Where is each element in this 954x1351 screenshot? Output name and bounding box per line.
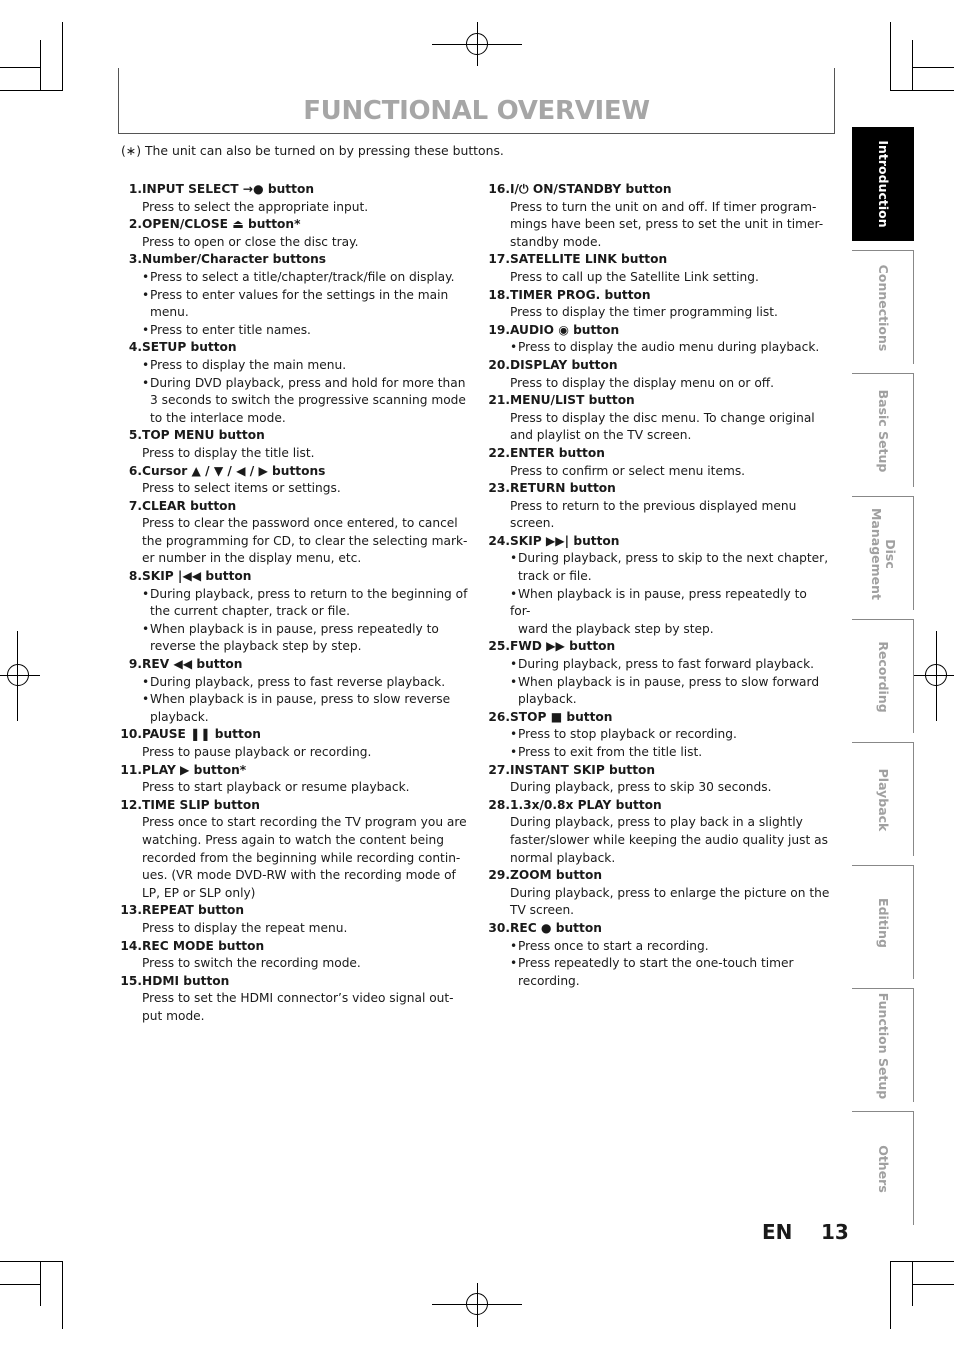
bullet-text: Press to display the audio menu during playback.: [518, 340, 820, 355]
crop-mark: [890, 1261, 891, 1329]
tab-edge: [913, 743, 914, 856]
item-number: 30.: [488, 920, 510, 935]
list-item: [118, 427, 468, 462]
crop-mark: [62, 1261, 63, 1329]
language-label: EN: [762, 1220, 793, 1244]
item-title: OPEN/CLOSE ⏏ button*: [142, 217, 301, 232]
item-description: normal playback.: [510, 850, 616, 865]
item-description: watching. Press again to watch the content being: [142, 832, 444, 847]
tab-label: Basic Setup: [876, 389, 891, 472]
list-item: [486, 181, 831, 251]
bullet-line: [118, 674, 468, 692]
bullet-text: During DVD playback, press and hold for more than: [150, 375, 466, 390]
crop-mark: [912, 67, 954, 68]
crop-mark: [0, 1284, 40, 1285]
item-description: mings have been set, press to set the unit in timer-: [510, 217, 824, 232]
list-item: [118, 656, 468, 726]
bullet-text: When playback is in pause, press repeatedly to for-: [510, 586, 807, 619]
item-title: INSTANT SKIP button: [510, 762, 656, 777]
list-item: [486, 357, 831, 392]
item-number: 1.: [128, 182, 142, 196]
item-title: REC MODE button: [142, 938, 265, 953]
tab-introduction[interactable]: [852, 127, 914, 241]
item-number: 7.: [128, 498, 142, 513]
item-description: put mode.: [142, 1008, 205, 1023]
item-description: Press to switch the recording mode.: [142, 956, 361, 971]
item-number: 27.: [488, 762, 510, 777]
bullet-line: [118, 269, 468, 287]
item-number: 29.: [488, 868, 510, 883]
bullet-line: [486, 656, 831, 674]
list-item: [118, 568, 468, 656]
crop-mark: [890, 22, 891, 90]
list-item: [486, 287, 831, 322]
bullet-line: [486, 621, 831, 639]
item-description: ues. (VR mode DVD-RW with the recording mode of: [142, 868, 456, 883]
bullet-text: 3 seconds to switch the progressive scanning mode: [150, 393, 466, 408]
list-item: [118, 339, 468, 427]
left-column: [118, 181, 468, 1026]
item-heading: [118, 797, 468, 815]
crop-mark: [912, 40, 913, 90]
bullet-mark: •: [142, 621, 150, 636]
item-heading: [486, 797, 831, 815]
item-number: 10.: [120, 727, 142, 742]
item-title: STOP ■ button: [510, 709, 613, 724]
bullet-text: ward the playback step by step.: [518, 621, 714, 636]
bullet-line: [486, 726, 831, 744]
item-title: ZOOM button: [510, 868, 603, 883]
bullet-mark: •: [142, 322, 150, 337]
bullet-mark: •: [142, 674, 150, 689]
bullet-text: playback.: [518, 692, 577, 707]
item-description: Press to pause playback or recording.: [142, 745, 372, 759]
item-heading: [486, 181, 831, 199]
registration-mark: [17, 631, 18, 721]
item-number: 24.: [488, 533, 510, 548]
bullet-line: [486, 938, 831, 956]
item-description: Press to display the repeat menu.: [142, 920, 348, 935]
bullet-line: [118, 709, 468, 727]
bullet-line: [486, 955, 831, 973]
item-number: 20.: [488, 357, 510, 372]
item-description: faster/slower while keeping the audio quality just as: [510, 832, 828, 847]
item-heading: [118, 427, 468, 445]
item-title: HDMI button: [142, 973, 230, 988]
item-description: Press to return to the previous displayed menu: [510, 498, 797, 513]
list-item: [118, 726, 468, 761]
list-item: [118, 463, 468, 498]
list-item: [118, 251, 468, 339]
footnote-note: (∗) The unit can also be turned on by pressing these buttons.: [121, 143, 504, 158]
item-heading: [486, 867, 831, 885]
item-heading: [486, 480, 831, 498]
item-number: 3.: [128, 252, 142, 267]
item-number: 6.: [128, 463, 142, 478]
registration-mark: [477, 1283, 478, 1327]
item-title: PLAY ▶ button*: [142, 762, 247, 777]
bullet-text: playback.: [150, 709, 209, 724]
bullet-mark: •: [510, 938, 518, 953]
item-description: the programming for CD, to clear the selecting mark-: [142, 533, 468, 548]
item-heading: [118, 568, 468, 586]
bullet-text: Press once to start a recording.: [518, 938, 709, 953]
bullet-text: Press to display the main menu.: [150, 357, 347, 372]
tab-playback[interactable]: [852, 742, 914, 856]
list-item: [118, 973, 468, 1026]
crop-mark: [0, 67, 40, 68]
item-description: Press to set the HDMI connector’s video signal out-: [142, 991, 454, 1006]
list-item: [118, 498, 468, 568]
item-title: ENTER button: [510, 445, 605, 460]
tab-basic-setup[interactable]: [852, 373, 914, 487]
bullet-text: When playback is in pause, press repeatedly to: [150, 621, 439, 636]
list-item: [118, 938, 468, 973]
registration-mark: [914, 675, 954, 676]
bullet-line: [486, 550, 831, 568]
item-description: Press to display the disc menu. To change original: [510, 410, 815, 425]
item-title: SATELLITE LINK button: [510, 252, 668, 267]
item-title: AUDIO ◉ button: [510, 322, 620, 337]
item-title: INPUT SELECT →● button: [142, 182, 315, 196]
item-title: 1.3x/0.8x PLAY button: [510, 797, 662, 812]
item-heading: [486, 920, 831, 938]
list-item: [486, 867, 831, 920]
tab-label: Playback: [876, 768, 891, 831]
bullet-text: During playback, press to return to the beginning of: [150, 586, 468, 601]
item-title: TIME SLIP button: [142, 797, 260, 812]
item-description: er number in the display menu, etc.: [142, 551, 362, 566]
registration-mark: [0, 675, 40, 676]
item-number: 21.: [488, 393, 510, 408]
item-heading: [118, 762, 468, 780]
bullet-text: When playback is in pause, press to slow reverse: [150, 692, 451, 707]
list-item: [486, 392, 831, 445]
item-description: and playlist on the TV screen.: [510, 428, 692, 443]
crop-mark: [40, 40, 41, 90]
item-number: 19.: [488, 322, 510, 337]
item-heading: [486, 709, 831, 727]
item-number: 12.: [120, 797, 142, 812]
item-heading: [118, 463, 468, 481]
item-title: REC ● button: [510, 920, 602, 935]
item-description: Press to select the appropriate input.: [142, 199, 369, 214]
item-description: Press to open or close the disc tray.: [142, 234, 359, 249]
item-heading: [118, 973, 468, 991]
right-column: [486, 181, 831, 990]
item-title: REPEAT button: [142, 903, 245, 918]
bullet-text: menu.: [150, 305, 189, 320]
bullet-text: During playback, press to skip to the next chapter,: [518, 551, 829, 566]
item-title: SETUP button: [142, 340, 237, 355]
tab-label: Connections: [876, 264, 891, 351]
item-description: Press to clear the password once entered, to cancel: [142, 516, 458, 531]
tab-edge: [913, 497, 914, 610]
item-heading: [118, 216, 468, 234]
bullet-text: Press to enter title names.: [150, 322, 311, 337]
item-description: standby mode.: [510, 234, 602, 249]
bullet-mark: •: [510, 674, 518, 689]
item-description: Press once to start recording the TV program you are: [142, 815, 467, 830]
bullet-mark: •: [142, 269, 150, 284]
bullet-line: [486, 674, 831, 692]
item-heading: [486, 322, 831, 340]
tab-edge: [913, 866, 914, 979]
bullet-mark: •: [142, 692, 150, 707]
bullet-mark: •: [142, 357, 150, 372]
tab-label: Function Setup: [876, 992, 891, 1099]
item-title: CLEAR button: [142, 498, 237, 513]
bullet-line: [118, 603, 468, 621]
item-title: DISPLAY button: [510, 357, 618, 372]
list-item: [486, 920, 831, 990]
item-description: TV screen.: [510, 903, 575, 918]
bullet-text: to the interlace mode.: [150, 410, 286, 425]
bullet-line: [118, 691, 468, 709]
item-description: During playback, press to play back in a slightly: [510, 815, 803, 830]
item-description: Press to confirm or select menu items.: [510, 463, 746, 478]
item-description: Press to display the title list.: [142, 445, 315, 460]
list-item: [118, 797, 468, 903]
list-item: [486, 762, 831, 797]
list-item: [486, 480, 831, 533]
list-item: [118, 181, 468, 216]
item-number: 17.: [488, 252, 510, 267]
item-description: During playback, press to skip 30 seconds.: [510, 780, 772, 795]
bullet-mark: •: [510, 340, 518, 355]
item-number: 11.: [120, 762, 142, 777]
item-description: Press to start playback or resume playback.: [142, 780, 410, 795]
crop-mark: [912, 1284, 954, 1285]
bullet-line: [118, 304, 468, 322]
tab-recording[interactable]: [852, 619, 914, 733]
bullet-text: track or file.: [518, 569, 592, 584]
item-title: Number/Character buttons: [142, 252, 327, 267]
item-number: 5.: [128, 428, 142, 443]
item-number: 14.: [120, 938, 142, 953]
item-description: During playback, press to enlarge the picture on the: [510, 885, 830, 900]
item-heading: [118, 902, 468, 920]
item-title: FWD ▶▶ button: [510, 639, 616, 654]
tab-label: Editing: [876, 897, 891, 948]
item-number: 18.: [488, 287, 510, 302]
item-heading: [118, 251, 468, 269]
item-heading: [486, 638, 831, 656]
crop-mark: [0, 90, 63, 91]
bullet-mark: •: [510, 745, 518, 759]
item-number: 26.: [488, 709, 510, 724]
item-heading: [486, 445, 831, 463]
bullet-text: During playback, press to fast forward playback.: [518, 657, 815, 672]
item-number: 8.: [128, 569, 142, 584]
item-heading: [486, 287, 831, 305]
bullet-line: [118, 375, 468, 393]
tab-disc-management[interactable]: [852, 496, 914, 610]
item-heading: [486, 251, 831, 269]
bullet-mark: •: [510, 551, 518, 566]
item-heading: [486, 533, 831, 551]
bullet-line: [118, 621, 468, 639]
list-item: [486, 638, 831, 708]
bullet-line: [486, 691, 831, 709]
bullet-line: [486, 568, 831, 586]
item-number: 15.: [120, 973, 142, 988]
item-description: Press to display the timer programming list.: [510, 305, 778, 320]
bullet-line: [118, 322, 468, 340]
bullet-line: [118, 287, 468, 305]
list-item: [118, 762, 468, 797]
item-heading: [118, 938, 468, 956]
tab-label: Introduction: [876, 140, 891, 228]
title-frame: [118, 68, 835, 134]
bullet-line: [118, 357, 468, 375]
tab-connections[interactable]: [852, 250, 914, 364]
item-title: SKIP ▶▶| button: [510, 533, 620, 548]
item-heading: [118, 339, 468, 357]
crop-mark: [0, 1261, 63, 1262]
tab-edge: [913, 620, 914, 733]
item-heading: [486, 392, 831, 410]
bullet-mark: •: [510, 586, 518, 601]
bullet-text: Press to stop playback or recording.: [518, 727, 737, 742]
list-item: [486, 709, 831, 762]
bullet-text: When playback is in pause, press to slow forward: [518, 674, 820, 689]
tab-edge: [913, 989, 914, 1102]
bullet-line: [486, 339, 831, 357]
tab-label: Others: [876, 1144, 891, 1193]
item-number: 25.: [488, 639, 510, 654]
item-description: Press to call up the Satellite Link setting.: [510, 269, 759, 284]
list-item: [118, 216, 468, 251]
crop-mark: [62, 22, 63, 90]
bullet-line: [118, 410, 468, 428]
tab-function-setup[interactable]: [852, 988, 914, 1102]
item-description: LP, EP or SLP only): [142, 885, 256, 900]
registration-mark: [477, 22, 478, 66]
bullet-line: [118, 638, 468, 656]
item-number: 13.: [120, 903, 142, 918]
list-item: [486, 797, 831, 867]
page-number: 13: [821, 1220, 849, 1244]
item-title: TIMER PROG. button: [510, 287, 651, 302]
bullet-line: [486, 586, 831, 621]
tab-editing[interactable]: [852, 865, 914, 979]
item-title: SKIP |◀◀ button: [142, 569, 252, 584]
crop-mark: [890, 90, 954, 91]
item-number: 28.: [488, 797, 510, 812]
item-heading: [118, 726, 468, 744]
crop-mark: [890, 1261, 954, 1262]
bullet-line: [118, 392, 468, 410]
item-description: Press to turn the unit on and off. If timer program-: [510, 199, 817, 214]
item-title: TOP MENU button: [142, 428, 265, 443]
item-heading: [486, 762, 831, 780]
item-heading: [118, 656, 468, 674]
item-title: Cursor ▲ / ▼ / ◀ / ▶ buttons: [142, 463, 326, 478]
item-number: 22.: [488, 445, 510, 460]
tab-label: Recording: [876, 640, 891, 713]
list-item: [486, 251, 831, 286]
bullet-text: During playback, press to fast reverse playback.: [150, 674, 446, 689]
item-title: RETURN button: [510, 481, 616, 496]
item-number: 23.: [488, 481, 510, 496]
bullet-mark: •: [510, 657, 518, 672]
item-description: Press to select items or settings.: [142, 481, 341, 496]
bullet-mark: •: [142, 375, 150, 390]
bullet-text: Press repeatedly to start the one-touch timer: [518, 956, 794, 971]
bullet-mark: •: [510, 956, 518, 971]
tab-label: Disc Management: [869, 507, 898, 600]
bullet-text: the current chapter, track or file.: [150, 604, 351, 619]
item-number: 9.: [128, 657, 142, 672]
list-item: [118, 902, 468, 937]
item-title: MENU/LIST button: [510, 393, 635, 408]
page-title: FUNCTIONAL OVERVIEW: [303, 96, 650, 126]
item-title: PAUSE ❚❚ button: [142, 727, 261, 742]
list-item: [486, 533, 831, 639]
bullet-line: [486, 744, 831, 762]
list-item: [486, 322, 831, 357]
tab-edge: [913, 251, 914, 364]
item-number: 2.: [128, 217, 142, 232]
bullet-text: Press to enter values for the settings in the main: [150, 287, 449, 302]
item-description: Press to display the display menu on or off.: [510, 375, 775, 390]
tab-others[interactable]: [852, 1111, 914, 1225]
bullet-text: Press to select a title/chapter/track/file on display.: [150, 269, 455, 284]
bullet-mark: •: [510, 727, 518, 742]
item-heading: [486, 357, 831, 375]
bullet-text: recording.: [518, 973, 580, 988]
item-heading: [118, 181, 468, 199]
bullet-mark: •: [142, 287, 150, 302]
tab-edge: [913, 374, 914, 487]
bullet-line: [118, 586, 468, 604]
bullet-text: Press to exit from the title list.: [518, 745, 703, 759]
item-number: 4.: [128, 340, 142, 355]
crop-mark: [40, 1261, 41, 1306]
item-title: I/⏻ ON/STANDBY button: [510, 182, 672, 196]
item-number: 16.: [488, 182, 510, 196]
item-heading: [118, 498, 468, 516]
bullet-mark: •: [142, 586, 150, 601]
bullet-line: [486, 973, 831, 991]
item-title: REV ◀◀ button: [142, 657, 243, 672]
tab-edge: [913, 1112, 914, 1225]
list-item: [486, 445, 831, 480]
item-description: screen.: [510, 516, 555, 531]
item-description: recorded from the beginning while recording contin-: [142, 850, 461, 865]
registration-mark: [936, 631, 937, 721]
bullet-text: reverse the playback step by step.: [150, 639, 362, 654]
